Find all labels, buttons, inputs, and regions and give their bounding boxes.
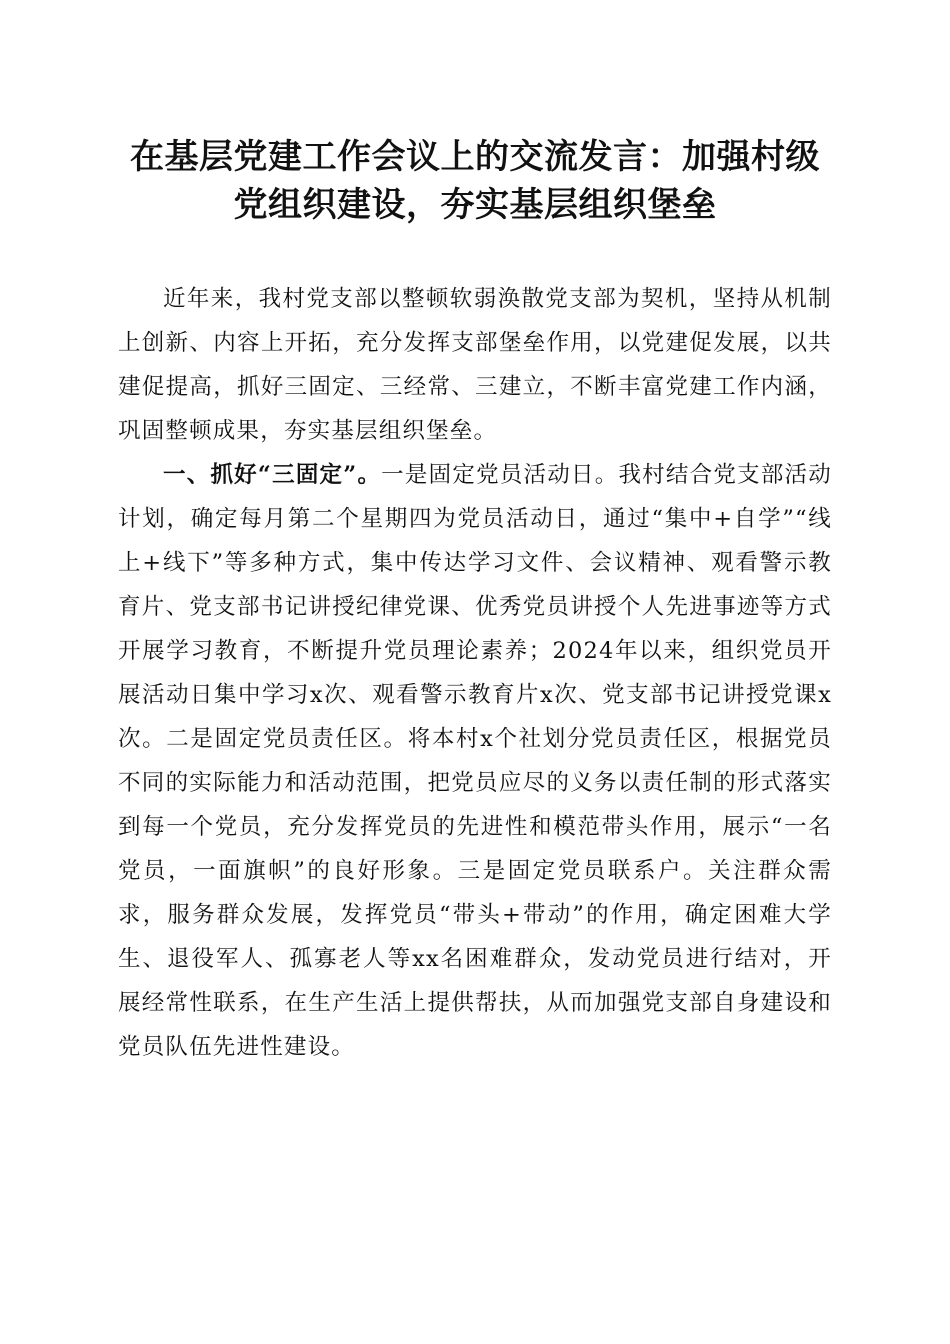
document-body [118, 277, 832, 1069]
section-1-heading: 一、抓好“三固定”。 [163, 462, 382, 488]
section-1-paragraph [118, 453, 832, 1069]
title-line-2: 党组织建设，夯实基层组织堡垒 [233, 185, 717, 225]
intro-paragraph: 近年来，我村党支部以整顿软弱涣散党支部为契机，坚持从机制上创新、内容上开拓，充分发挥支部堡垒作用，以党建促发展，以共建促提高，抓好三固定、三经常、三建立，不断丰富党建工作内涵，巩固整顿成果，夯实基层组织堡垒。 [118, 286, 832, 444]
section-1-text: 一是固定党员活动日。我村结合党支部活动计划，确定每月第二个星期四为党员活动日，通过“集中+自学”“线上+线下”等多种方式，集中传达学习文件、会议精神、观看警示教育片、党支部书记讲授纪律党课、优秀党员讲授个人先进事迹等方式开展学习教育，不断提升党员理论素养；2024年以来，组织党员开展活动日集中学习x次、观看警示教育片x次、党支部书记讲授党课x次。二是固定党员责任区。将本村x个社划分党员责任区，根据党员不同的实际能力和活动范围，把党员应尽的义务以责任制的形式落实到每一个党员，充分发挥党员的先进性和模范带头作用，展示“一名党员，一面旗帜”的良好形象。三是固定党员联系户。关注群众需求，服务群众发展，发挥党员“带头+带动”的作用，确定困难大学生、退役军人、孤寡老人等xx名困难群众，发动党员进行结对，开展经常性联系，在生产生活上提供帮扶，从而加强党支部自身建设和党员队伍先进性建设。 [118, 462, 832, 1060]
title-line-1: 在基层党建工作会议上的交流发言：加强村级 [130, 137, 820, 177]
document-title [100, 133, 850, 229]
